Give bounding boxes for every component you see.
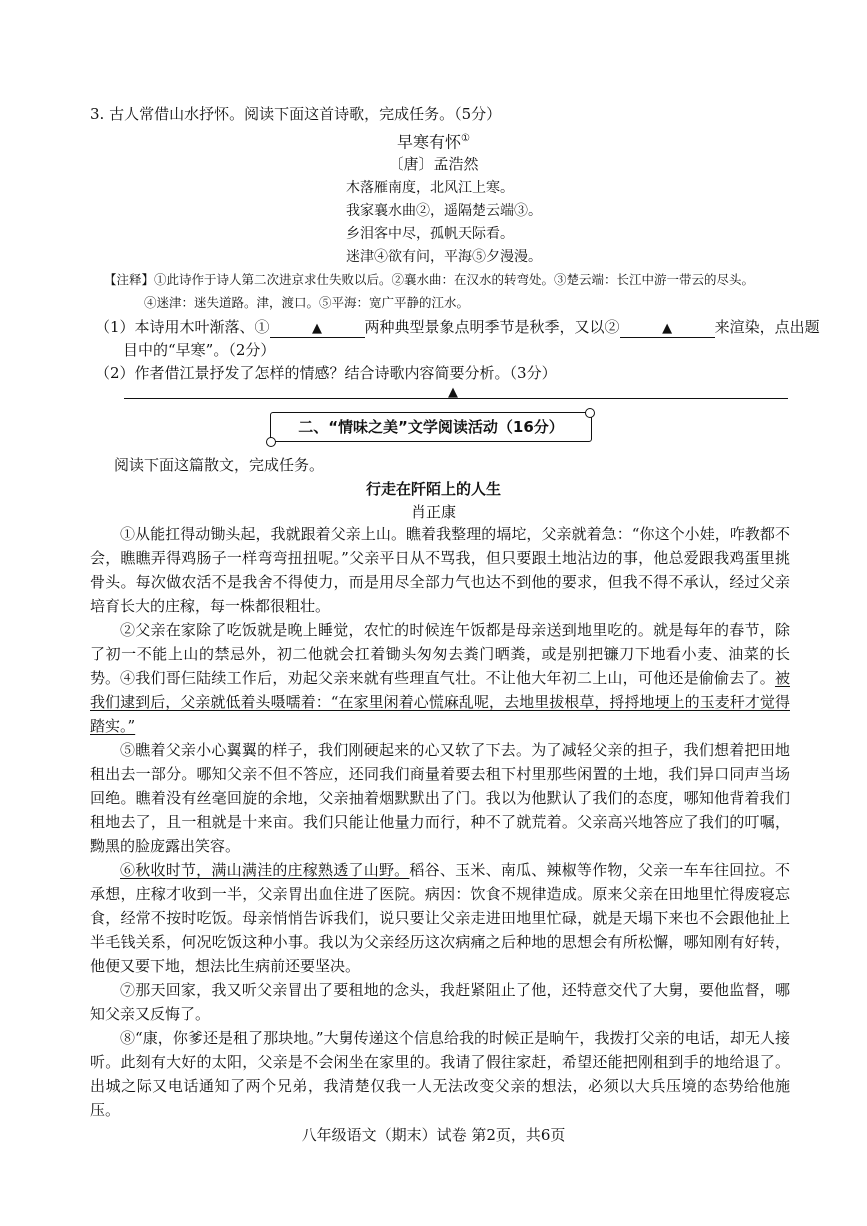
essay-author: 肖正康 xyxy=(410,503,456,521)
sub-question-1-part-c: 来渲染，点出题 xyxy=(714,318,820,336)
poem-line-4: 迷津④欲有问，平海⑤夕漫漫。 xyxy=(346,249,542,265)
banner-scroll-curl-right-icon xyxy=(585,408,595,418)
section-2-intro: 阅读下面这篇散文，完成任务。 xyxy=(114,456,325,474)
poem-author: 〔唐〕孟浩然 xyxy=(388,155,479,173)
sub-question-2: （2）作者借江景抒发了怎样的情感？结合诗歌内容简要分析。（3分） xyxy=(95,364,557,382)
essay-paragraph-7: ⑦那天回家，我又听父亲冒出了要租地的念头，我赶紧阻止了他，还特意交代了大舅，要他监督，哪知父亲又反悔了。 xyxy=(90,981,790,1023)
essay-paragraph-6 xyxy=(90,858,790,978)
banner-scroll-curl-left-icon xyxy=(266,437,276,447)
page-footer: 八年级语文（期末）试卷 第2页，共6页 xyxy=(301,1126,566,1144)
answer-blank-1[interactable] xyxy=(270,319,365,338)
poem-notes-line-2: ④迷津：迷失道路。津，渡口。⑤平海：宽广平静的江水。 xyxy=(144,295,470,310)
section-2-banner-text: 二、“情味之美”文学阅读活动（16分） xyxy=(298,418,564,436)
sub-question-1-part-b: 两种典型景象点明季节是秋季，又以② xyxy=(364,318,620,336)
section-2-banner xyxy=(270,412,592,442)
essay-paragraph-5: ⑤瞧着父亲小心翼翼的样子，我们刚硬起来的心又软了下去。为了减轻父亲的担子，我们想着把田地租出去一部分。哪知父亲不但不答应，还同我们商量着要去租下村里那些闲置的土地，我们异口同声当场回绝。瞧着没有丝毫回旋的余地，父亲抽着烟默默出了门。我以为他默认了我们的态度，哪知他背着我们租地去了，且一租就是十来亩。我们只能让他量力而行，种不了就荒着。父亲高兴地答应了我们的叮嘱，黝黑的脸庞露出笑容。 xyxy=(90,741,790,855)
sub-question-1-continued: 目中的“早寒”。（2分） xyxy=(123,341,276,359)
blank-marker-1: ▲ xyxy=(312,321,323,336)
answer-blank-2[interactable] xyxy=(620,319,715,338)
poem-line-1: 木落雁南度，北风江上寒。 xyxy=(346,180,514,196)
essay-paragraph-2: ②父亲在家除了吃饭就是晚上睡觉，农忙的时候连午饭都是母亲送到地里吃的。就是每年的春节，除了初一不能上山的禁忌外，初二他就会扛着锄头匆匆去粪门晒粪，或是别把镰刀下地看小麦、油菜的长势。 xyxy=(90,621,790,687)
essay-paragraph-1: ①从能扛得动锄头起，我就跟着父亲上山。瞧着我整理的塥坨，父亲就着急：“你这个小娃，咋教都不会，瞧瞧弄得鸡肠子一样弯弯扭扭呢。”父亲平日从不骂我，但只要跟土地沾边的事，他总爱跟我鸡蛋里挑骨头。每次做农活不是我舍不得使力，而是用尽全部力气也达不到他的要求，但我不得不承认，经过父亲培育长大的庄稼，每一株都很粗壮。 xyxy=(90,525,790,615)
poem-title-mark: ① xyxy=(461,133,470,144)
answer-area-marker[interactable]: ▲ xyxy=(448,385,458,400)
poem-title-text: 早寒有怀 xyxy=(397,132,462,152)
essay-title: 行走在阡陌上的人生 xyxy=(365,480,501,498)
question-3-prompt: 3. 古人常借山水抒怀。阅读下面这首诗歌，完成任务。（5分） xyxy=(90,105,502,123)
essay-paragraph-6-text: 稻谷、玉米、南瓜、辣椒等作物，父亲一车车往回拉。不承想，庄稼才收到一半，父亲胃出血住进了医院。病因：饮食不规律造成。原来父亲在田地里忙得废寝忘食，经常不按时吃饭。母亲悄悄告诉我们，说只要让父亲走进田地里忙碌，就是天塌下来也不会跟他扯上半毛钱关系，何况吃饭这种小事。我以为父亲经历这次病痛之后种地的思想会有所松懈，哪知刚有好转，他便又要下地，想法比生病前还要坚决。 xyxy=(90,861,790,975)
poem-notes-line-1: 【注释】①此诗作于诗人第二次进京求仕失败以后。②襄水曲：在汉水的转弯处。③楚云端：长江中游一带云的尽头。 xyxy=(104,272,755,287)
essay-paragraph-4-text: ④我们哥仨陆续工作后，劝起父亲来就有些理直气壮。不让他大年初二上山，可他还是偷偷去了。 xyxy=(120,669,775,687)
essay-underlined-sentence-1: 被我们逮到后，父亲就低着头嗫嚅着：“在家里闲着心慌麻乱呢，去地里拔根草，捋捋地埂上的玉麦秆才觉得踏实。” xyxy=(90,669,790,735)
essay-underlined-sentence-2: ⑥秋收时节，满山满洼的庄稼熟透了山野。 xyxy=(120,861,410,879)
answer-line xyxy=(124,398,788,399)
essay-paragraph-8: ⑧“康，你爹还是租了那块地。”大舅传递这个信息给我的时候正是晌午，我拨打父亲的电话，却无人接听。此刻有大好的太阳，父亲是不会闲坐在家里的。我请了假往家赶，希望还能把刚租到手的地给退了。出城之际又电话通知了两个兄弟，我清楚仅我一人无法改变父亲的想法，必须以大兵压境的态势给他施压。 xyxy=(90,1029,790,1119)
poem-title xyxy=(0,129,867,152)
poem-line-2: 我家襄水曲②，遥隔楚云端③。 xyxy=(346,203,542,219)
poem-line-3: 乡泪客中尽，孤帆天际看。 xyxy=(346,226,514,242)
sub-question-1 xyxy=(95,317,820,338)
essay-paragraph-4 xyxy=(90,666,790,738)
sub-question-1-part-a: （1）本诗用木叶渐落、① xyxy=(95,318,270,336)
blank-marker-2: ▲ xyxy=(662,321,673,336)
